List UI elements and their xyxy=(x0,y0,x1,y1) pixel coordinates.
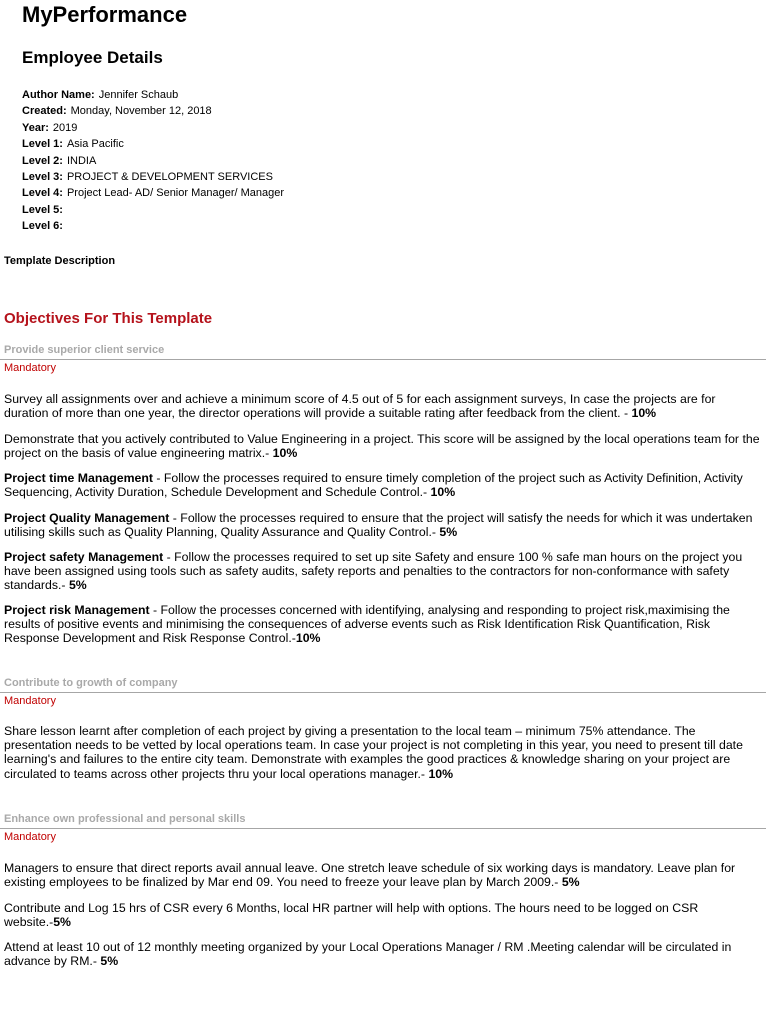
detail-value: Asia Pacific xyxy=(66,138,124,151)
mandatory-label: Mandatory xyxy=(4,695,56,707)
objective-item xyxy=(4,511,760,539)
detail-row-level-3 xyxy=(22,169,284,185)
group-name: Enhance own professional and personal skills xyxy=(4,813,246,825)
objective-weight: 5% xyxy=(561,875,580,890)
mandatory-label: Mandatory xyxy=(4,831,56,843)
detail-label: Level 6: xyxy=(22,220,63,233)
objective-weight: 5% xyxy=(53,915,71,930)
objective-heading: Project Quality Management xyxy=(4,511,170,525)
detail-row-level-6 xyxy=(22,218,284,234)
group-divider xyxy=(0,692,766,693)
detail-row-level-5 xyxy=(22,202,284,218)
objective-item xyxy=(4,392,760,420)
objective-text: - Follow the processes required to ensure that the project will satisfy the needs for which it was undertaken utilising skills such as Quality Planning, Quality Assurance and Quality Control.- xyxy=(4,511,753,540)
detail-value: Monday, November 12, 2018 xyxy=(70,105,212,118)
mandatory-label: Mandatory xyxy=(4,362,56,374)
objective-weight: 10% xyxy=(295,631,321,646)
detail-value: INDIA xyxy=(66,154,97,167)
objective-heading: Project risk Management xyxy=(4,603,150,617)
objective-item xyxy=(4,724,760,781)
objective-text: Contribute and Log 15 hrs of CSR every 6 Months, local HR partner will help with options. The hours need to be logged on CSR website.- xyxy=(4,901,699,930)
detail-row-author xyxy=(22,87,284,103)
objective-item xyxy=(4,901,760,929)
objective-weight: 10% xyxy=(430,485,456,500)
objective-text: - Follow the processes concerned with identifying, analysing and responding to project risk,maximising the results of positive events and minimising the consequences of adverse events such as Risk Identification Risk Quantification, Risk Response Development and Risk Response Control.- xyxy=(4,603,730,646)
objective-weight: 5% xyxy=(439,525,458,540)
objective-heading: Project time Management xyxy=(4,471,153,485)
group-divider xyxy=(0,828,766,829)
objective-item xyxy=(4,940,760,968)
detail-row-year xyxy=(22,120,284,136)
objective-weight: 10% xyxy=(428,766,454,781)
objective-item xyxy=(4,550,760,593)
objective-weight: 10% xyxy=(631,406,657,421)
objective-text: - Follow the processes required to set up site Safety and ensure 100 % safe man hours on the project you have been assigned using tools such as safety audits, safety reports and penalties to the contractors for non-conformance with safety standards.- xyxy=(4,550,743,593)
objective-item xyxy=(4,603,760,646)
objective-text: Managers to ensure that direct reports avail annual leave. One stretch leave schedule of six working days is mandatory. Leave plan for existing employees to be finalized by Mar end 09. You need to freeze your leave plan by March 2009.- xyxy=(4,861,736,890)
detail-label: Level 1: xyxy=(22,138,63,151)
objective-weight: 5% xyxy=(68,578,87,593)
detail-label: Level 5: xyxy=(22,203,63,216)
template-description-label: Template Description xyxy=(4,255,116,267)
objective-item xyxy=(4,861,760,889)
detail-label: Author Name: xyxy=(22,89,95,101)
group-divider xyxy=(0,359,766,360)
detail-label: Year: xyxy=(22,121,49,134)
objective-weight: 5% xyxy=(100,954,119,969)
objectives-title: Objectives For This Template xyxy=(4,310,213,327)
group-name: Provide superior client service xyxy=(4,344,165,356)
detail-value: Project Lead- AD/ Senior Manager/ Manager xyxy=(66,187,285,200)
objective-text: Demonstrate that you actively contributed to Value Engineering in a project. This score will be assigned by the local operations team for the project on the basis of value engineering matrix.- xyxy=(4,432,760,461)
detail-value: Jennifer Schaub xyxy=(98,89,179,101)
objective-item xyxy=(4,432,760,460)
detail-row-level-4 xyxy=(22,185,284,201)
objective-text: Survey all assignments over and achieve a minimum score of 4.5 out of 5 for each assignment surveys, In case the projects are for duration of more than one year, the director operations will provide a suitable rating after feedback from the client. - xyxy=(4,392,716,421)
employee-details-list xyxy=(22,87,284,235)
group-name: Contribute to growth of company xyxy=(4,677,178,689)
objective-heading: Project safety Management xyxy=(4,550,164,564)
detail-value: PROJECT & DEVELOPMENT SERVICES xyxy=(66,170,273,183)
objective-text: - Follow the processes required to ensure timely completion of the project such as Activity Definition, Activity Sequencing, Activity Duration, Schedule Development and Schedule Control.- xyxy=(4,471,743,500)
detail-label: Level 2: xyxy=(22,154,63,167)
objective-item xyxy=(4,471,760,499)
objective-text: Share lesson learnt after completion of each project by giving a presentation to the local team – minimum 75% attendance. The presentation needs to be vetted by local operations team. In case your project is not completing in this year, you need to present till date learning's and failures to the entire city team. Demonstrate with examples the good practices & knowledge sharing on your project are circulated to teams across other projects thru your local operations manager.- xyxy=(4,724,743,781)
detail-row-level-2 xyxy=(22,153,284,169)
section-title-employee-details: Employee Details xyxy=(22,48,163,67)
objective-weight: 10% xyxy=(272,446,298,461)
objective-text: Attend at least 10 out of 12 monthly meeting organized by your Local Operations Manager / RM .Meeting calendar will be circulated in advance by RM.- xyxy=(4,940,732,969)
detail-label: Level 4: xyxy=(22,187,63,200)
detail-label: Created: xyxy=(22,105,67,118)
app-title: MyPerformance xyxy=(22,2,188,27)
detail-label: Level 3: xyxy=(22,170,63,183)
detail-row-created xyxy=(22,103,284,119)
detail-row-level-1 xyxy=(22,136,284,152)
detail-value: 2019 xyxy=(52,121,78,134)
